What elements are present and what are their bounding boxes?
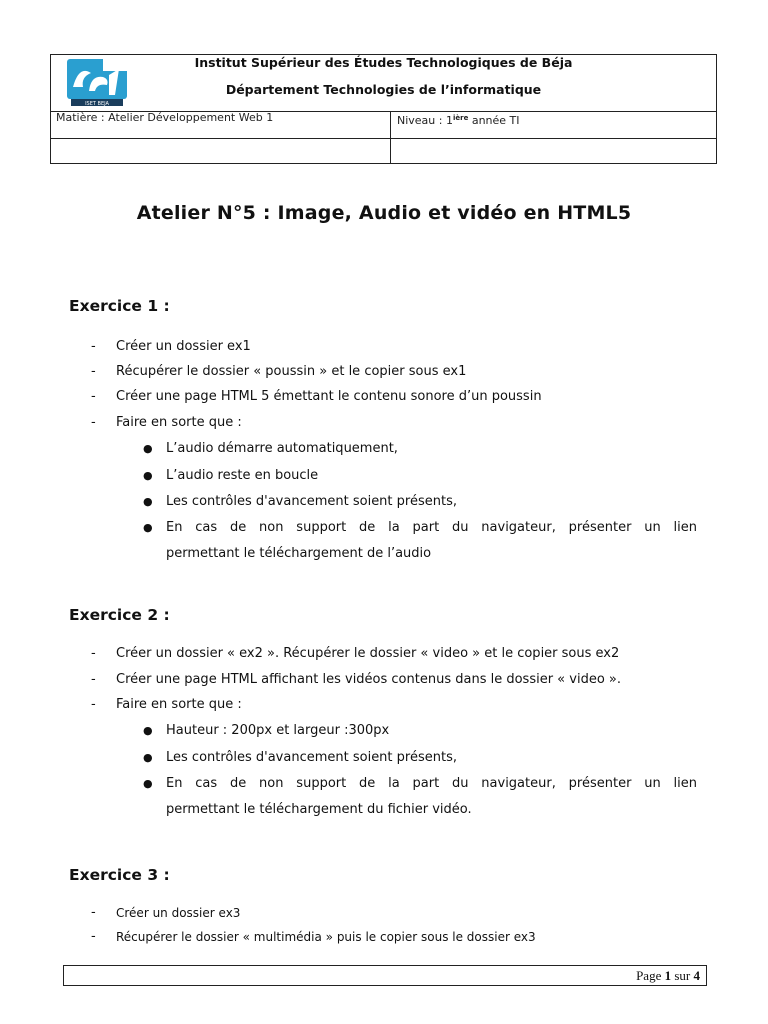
department-name: Département Technologies de l’informatique xyxy=(225,82,542,97)
bullet-icon: ● xyxy=(143,442,153,455)
bullet-continuation: permettant le téléchargement de l’audio xyxy=(166,546,432,561)
list-item: Récupérer le dossier « multimédia » puis le copier sous le dossier ex3 xyxy=(116,930,536,944)
dash-icon: - xyxy=(91,697,96,712)
logo-subtext: ISET BEJA xyxy=(85,101,109,107)
dash-icon: - xyxy=(91,339,96,354)
bullet-item: L’audio reste en boucle xyxy=(166,468,319,483)
matiere-label: Matière : Atelier Développement Web 1 xyxy=(56,111,274,124)
bullet-item: Les contrôles d'avancement soient présents, xyxy=(166,750,457,765)
list-item: Faire en sorte que : xyxy=(116,697,242,712)
bullet-icon: ● xyxy=(143,469,153,482)
info-row xyxy=(51,111,716,139)
dash-icon: - xyxy=(91,905,96,920)
bullet-continuation: permettant le téléchargement du fichier vidéo. xyxy=(166,802,472,817)
page-number: Page 1 sur 4 xyxy=(636,968,700,983)
bullet-icon: ● xyxy=(143,751,153,764)
institute-name: Institut Supérieur des Études Technologiques de Béja xyxy=(194,55,573,70)
bullet-icon: ● xyxy=(143,724,153,737)
list-item: Créer un dossier ex1 xyxy=(116,339,251,354)
dash-icon: - xyxy=(91,389,96,404)
dash-icon: - xyxy=(91,929,96,944)
dash-icon: - xyxy=(91,646,96,661)
list-item: Créer une page HTML 5 émettant le contenu sonore d’un poussin xyxy=(116,389,542,404)
exercise-1-title: Exercice 1 : xyxy=(69,297,170,315)
empty-row xyxy=(51,138,716,164)
bullet-item: Hauteur : 200px et largeur :300px xyxy=(166,723,390,738)
bullet-icon: ● xyxy=(143,521,153,534)
exercise-2-title: Exercice 2 : xyxy=(69,606,170,624)
exercise-3-title: Exercice 3 : xyxy=(69,866,170,884)
bullet-item: Les contrôles d'avancement soient présents, xyxy=(166,494,457,509)
dash-icon: - xyxy=(91,672,96,687)
list-item: Créer une page HTML affichant les vidéos contenus dans le dossier « video ». xyxy=(116,672,621,687)
list-item: Faire en sorte que : xyxy=(116,415,242,430)
niveau-label: Niveau : $1^{ière}$ année TI xyxy=(397,114,520,127)
bullet-item: En cas de non support de la part du navigateur, présenter un lien xyxy=(166,776,697,791)
bullet-icon: ● xyxy=(143,777,153,790)
bullet-icon: ● xyxy=(143,495,153,508)
bullet-item: En cas de non support de la part du navigateur, présenter un lien xyxy=(166,520,697,535)
header-top-row xyxy=(51,55,716,112)
column-divider xyxy=(390,111,391,164)
bullet-item: L’audio démarre automatiquement, xyxy=(166,441,398,456)
list-item: Créer un dossier ex3 xyxy=(116,906,241,920)
page-footer xyxy=(63,965,707,986)
page-title: Atelier N°5 : Image, Audio et vidéo en HTML5 xyxy=(136,202,632,224)
list-item: Créer un dossier « ex2 ». Récupérer le dossier « video » et le copier sous ex2 xyxy=(116,646,620,661)
header-table xyxy=(50,54,717,164)
list-item: Récupérer le dossier « poussin » et le copier sous ex1 xyxy=(116,364,467,379)
dash-icon: - xyxy=(91,415,96,430)
dash-icon: - xyxy=(91,364,96,379)
